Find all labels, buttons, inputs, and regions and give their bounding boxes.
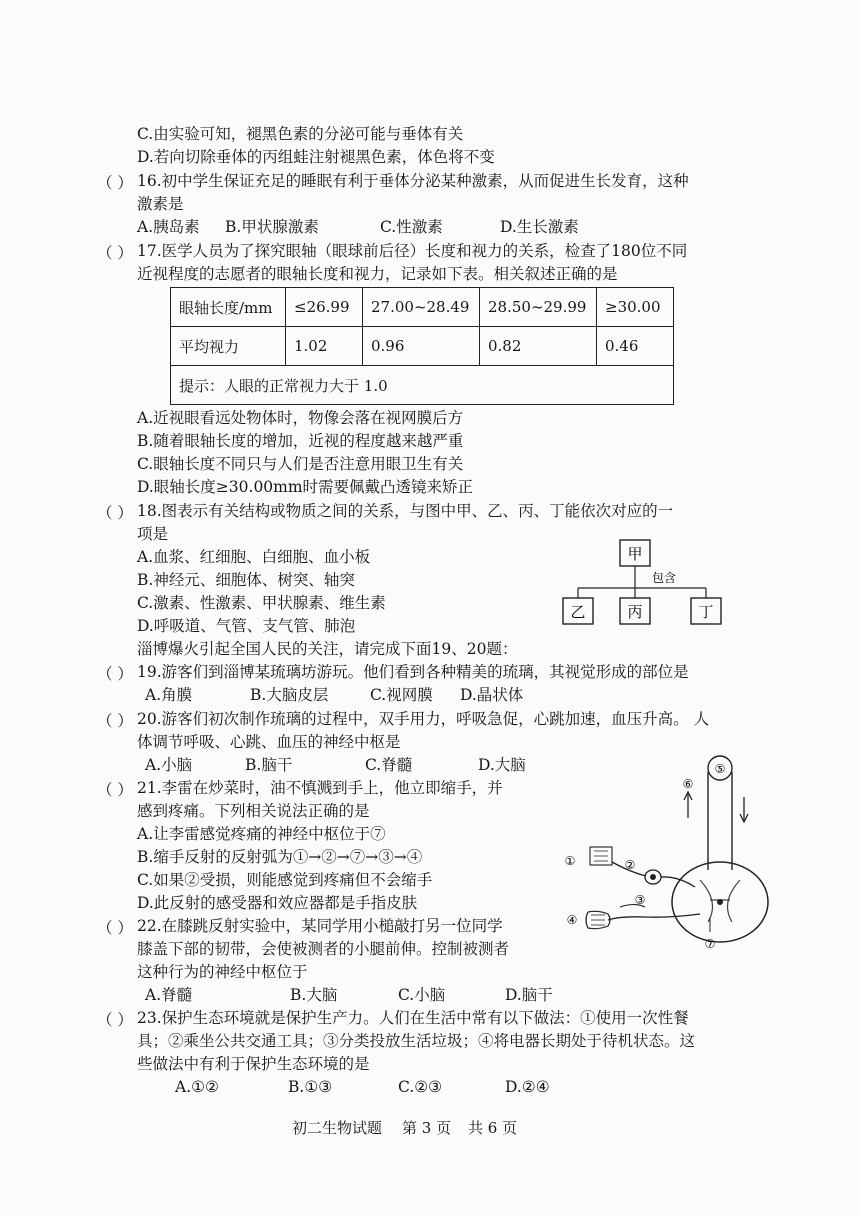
q16-stem-cont: 激素是 — [137, 195, 184, 213]
q22-option-d: D.脑干 — [505, 986, 553, 1004]
q18-option-c: C.激素、性激素、甲状腺素、维生素 — [137, 594, 386, 612]
table-cell: 0.96 — [363, 327, 480, 366]
q21-stem: 21.李雷在炒菜时，油不慎溅到手上，他立即缩手，并 — [137, 779, 503, 797]
table-cell: 0.82 — [480, 327, 597, 366]
q21-option-c: C.如果②受损，则能感觉到疼痛但不会缩手 — [137, 871, 433, 889]
table-cell: 28.50~29.99 — [480, 288, 597, 327]
q23-stem: 23.保护生态环境就是保护生产力。人们在生活中常有以下做法：①使用一次性餐 — [137, 1009, 689, 1027]
q23-stem-cont-2: 些做法中有利于保护生态环境的是 — [137, 1055, 370, 1073]
footer-subject: 初二生物试题 — [292, 1119, 383, 1137]
table-row — [171, 327, 674, 366]
q16-option-b: B.甲状腺激素 — [225, 218, 319, 236]
table-cell: 眼轴长度/mm — [171, 288, 286, 327]
relation-label: 包含 — [652, 571, 677, 585]
table-row — [171, 288, 674, 327]
label-3: ③ — [634, 893, 646, 907]
q22-option-c: C.小脑 — [398, 986, 446, 1004]
table-cell: 平均视力 — [171, 327, 286, 366]
q16-option-a: A.胰岛素 — [137, 218, 200, 236]
q19-option-d: D.晶状体 — [460, 686, 524, 704]
table-cell: 0.46 — [597, 327, 674, 366]
eye-axis-table — [170, 287, 674, 405]
table-note: 提示：人眼的正常视力大于 1.0 — [171, 366, 674, 405]
q20-stem-cont: 体调节呼吸、心跳、血压的神经中枢是 — [137, 733, 401, 751]
q23-stem-cont: 具；②乘坐公共交通工具；③分类投放生活垃圾；④将电器长期处于待机状态。这 — [137, 1032, 696, 1050]
q19-stem: 19.游客们到淄博某琉璃坊游玩。他们看到各种精美的琉璃，其视觉形成的部位是 — [137, 663, 689, 681]
q20-option-a: A.小脑 — [145, 756, 193, 774]
q23-option-d: D.②④ — [505, 1078, 550, 1096]
q21-stem-cont: 感到疼痛。下列相关说法正确的是 — [137, 802, 370, 820]
q17-option-a: A.近视眼看远处物体时，物像会落在视网膜后方 — [137, 409, 464, 427]
q17-option-c: C.眼轴长度不同只与人们是否注意用眼卫生有关 — [137, 455, 464, 473]
q22-stem-cont: 膝盖下部的韧带，会使被测者的小腿前伸。控制被测者 — [137, 940, 510, 958]
label-4: ④ — [566, 913, 578, 927]
q18-option-b: B.神经元、细胞体、树突、轴突 — [137, 571, 355, 589]
table-cell: ≤26.99 — [286, 288, 363, 327]
answer-blank-17[interactable]: （ ） — [97, 244, 133, 262]
q21-option-a: A.让李雷感觉疼痛的神经中枢位于⑦ — [137, 825, 386, 843]
q17-stem: 17.医学人员为了探究眼轴（眼球前后径）长度和视力的关系，检查了180位不同 — [137, 242, 688, 260]
q16-option-c: C.性激素 — [380, 218, 443, 236]
q18-stem-cont: 项是 — [137, 525, 169, 543]
answer-blank-20[interactable]: （ ） — [97, 712, 133, 730]
table-cell: 27.00~28.49 — [363, 288, 480, 327]
footer-page: 第 3 页 — [402, 1119, 452, 1137]
q17-stem-cont: 近视程度的志愿者的眼轴长度和视力，记录如下表。相关叙述正确的是 — [137, 265, 618, 283]
q23-option-a: A.①② — [175, 1078, 219, 1096]
q22-stem-cont-2: 这种行为的神经中枢位于 — [137, 963, 308, 981]
q16-option-d: D.生长激素 — [500, 218, 579, 236]
q21-option-b: B.缩手反射的反射弧为①→②→⑦→③→④ — [137, 848, 423, 866]
q17-option-b: B.随着眼轴长度的增加，近视的程度越来越严重 — [137, 432, 464, 450]
q22-option-a: A.脊髓 — [145, 986, 193, 1004]
box-top-label: 甲 — [627, 545, 643, 563]
q18-option-a: A.血浆、红细胞、白细胞、血小板 — [137, 548, 371, 566]
q21-option-d: D.此反射的感受器和效应器都是手指皮肤 — [137, 894, 418, 912]
label-5: ⑤ — [714, 762, 726, 776]
label-1: ① — [564, 854, 576, 868]
label-6: ⑥ — [682, 777, 694, 791]
footer-total: 共 6 页 — [468, 1119, 518, 1137]
q16-stem: 16.初中学生保证充足的睡眠有利于垂体分泌某种激素，从而促进生长发育，这种 — [137, 172, 689, 190]
q20-stem: 20.游客们初次制作琉璃的过程中，双手用力，呼吸急促，心跳加速，血压升高。 人 — [137, 710, 710, 728]
box-left-label: 乙 — [570, 603, 586, 621]
answer-blank-22[interactable]: （ ） — [97, 919, 133, 937]
q18-option-d: D.呼吸道、气管、支气管、肺泡 — [137, 617, 356, 635]
answer-blank-23[interactable]: （ ） — [97, 1011, 133, 1029]
q18-stem: 18.图表示有关结构或物质之间的关系，与图中甲、乙、丙、丁能依次对应的一 — [137, 502, 674, 520]
q20-option-b: B.脑干 — [245, 756, 293, 774]
q15-option-c: C.由实验可知，褪黑色素的分泌可能与垂体有关 — [137, 125, 464, 143]
answer-blank-19[interactable]: （ ） — [97, 665, 133, 683]
q19-option-b: B.大脑皮层 — [250, 686, 329, 704]
box-mid-label: 丙 — [627, 603, 643, 621]
label-2: ② — [624, 858, 636, 872]
q20-option-d: D.大脑 — [478, 756, 526, 774]
q15-option-d: D.若向切除垂体的丙组蛙注射褪黑色素，体色将不变 — [137, 148, 495, 166]
table-cell: ≥30.00 — [597, 288, 674, 327]
q23-option-b: B.①③ — [288, 1078, 333, 1096]
q23-option-c: C.②③ — [398, 1078, 443, 1096]
q22-option-b: B.大脑 — [290, 986, 338, 1004]
inclusion-diagram — [560, 538, 740, 630]
table-cell: 1.02 — [286, 327, 363, 366]
label-7: ⑦ — [704, 937, 716, 951]
answer-blank-18[interactable]: （ ） — [97, 504, 133, 522]
reflex-arc-diagram — [560, 752, 770, 954]
q20-option-c: C.脊髓 — [365, 756, 413, 774]
answer-blank-16[interactable]: （ ） — [97, 174, 133, 192]
box-right-label: 丁 — [698, 603, 714, 621]
answer-blank-21[interactable]: （ ） — [97, 781, 133, 799]
q17-option-d: D.眼轴长度≥30.00mm时需要佩戴凸透镜来矫正 — [137, 478, 474, 496]
q19-option-c: C.视网膜 — [370, 686, 433, 704]
intro-19-20: 淄博爆火引起全国人民的关注，请完成下面19、20题： — [137, 640, 518, 658]
q19-option-a: A.角膜 — [145, 686, 193, 704]
q22-stem: 22.在膝跳反射实验中，某同学用小槌敲打另一位同学 — [137, 917, 503, 935]
table-row — [171, 366, 674, 405]
